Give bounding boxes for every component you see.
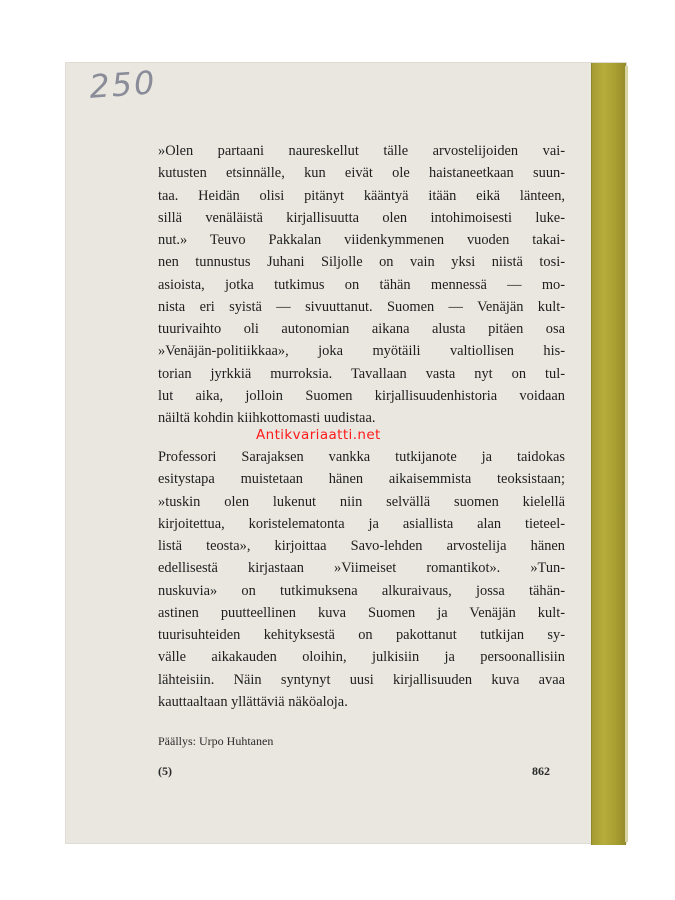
text-line: taa. Heidän olisi pitänyt kääntyä itään eikä länteen,	[158, 187, 565, 204]
text-line: kutusten etsinnälle, kun eivät ole haistaneetkaan suun-	[158, 165, 565, 182]
text-line: listä teosta», kirjoittaa Savo-lehden arvostelija hänen	[158, 538, 565, 554]
footer-code-left: (5)	[158, 764, 172, 778]
footer-code-right: 862	[532, 764, 550, 778]
text-line: lut aika, jolloin Suomen kirjallisuudenhistoria voidaan	[158, 387, 565, 404]
text-line: nut.» Teuvo Pakkalan viidenkymmenen vuoden takai-	[158, 232, 565, 248]
handwritten-price-note: 250	[88, 63, 158, 106]
blurb-paragraph-2	[158, 446, 565, 713]
text-line: esitystapa muistetaan hänen aikaisemmista teoksistaan;	[158, 471, 565, 488]
text-line: välle aikakauden oloihin, julkisiin ja persoonallisiin	[158, 649, 565, 666]
text-line: tuurivaihto oli autonomian aikana alusta pitäen osa	[158, 321, 565, 337]
text-line: sillä venäläistä kirjallisuutta olen intohimoisesti luke-	[158, 209, 565, 226]
text-line: astinen puutteellinen kuva Suomen ja Venäjän kult-	[158, 604, 565, 621]
text-line: kauttaaltaan yllättäviä näköaloja.	[158, 693, 348, 710]
cover-designer-credit: Päällys: Urpo Huhtanen	[158, 734, 274, 748]
text-line: Professori Sarajaksen vankka tutkijanote ja taidokas	[158, 449, 565, 465]
text-line: lähteisiin. Näin syntynyt uusi kirjallisuuden kuva avaa	[158, 671, 565, 688]
text-line: nuskuvia» on tutkimuksena alkuraivaus, jossa tähän-	[158, 582, 565, 599]
text-line: nen tunnustus Juhani Siljolle on vain yksi niistä tosi-	[158, 254, 565, 271]
text-line: »tuskin olen lukenut niin selvällä suomen kielellä	[158, 493, 565, 510]
blurb-paragraph-1	[158, 140, 565, 429]
book-spine	[591, 63, 626, 845]
text-line: tuurisuhteiden kehityksestä on pakottanut tutkijan sy-	[158, 627, 565, 643]
text-line: »Olen partaani naureskellut tälle arvostelijoiden vai-	[158, 143, 565, 159]
text-line: edellisestä kirjastaan »Viimeiset romantikot». »Tun-	[158, 560, 565, 577]
text-line: torian jyrkkiä murroksia. Tavallaan vasta nyt on tul-	[158, 365, 565, 382]
text-line: näiltä kohdin kiihkottomasti uudistaa.	[158, 410, 376, 426]
watermark-text: Antikvariaatti.net	[256, 427, 381, 443]
text-line: nista eri syistä — sivuuttanut. Suomen — Venäjän kult-	[158, 298, 565, 315]
text-line: kirjoitettua, koristelematonta ja asiallista alan tieteel-	[158, 515, 565, 532]
book-spine-edge	[625, 66, 628, 842]
text-line: »Venäjän-politiikkaa», joka myötäili valtiollisen his-	[158, 343, 565, 360]
text-line: asioista, jotka tutkimus on tähän mennessä — mo-	[158, 276, 565, 293]
